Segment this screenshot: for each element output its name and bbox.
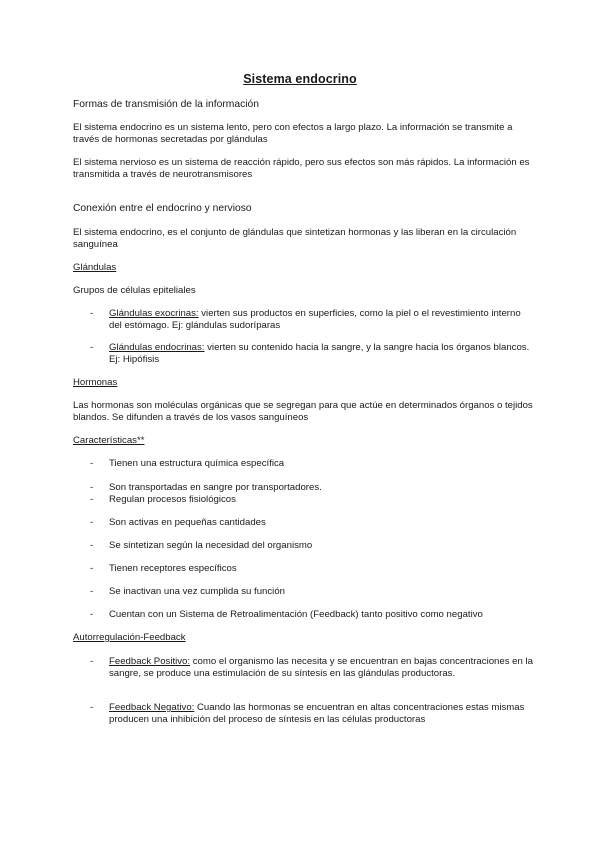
hormonas-heading: Hormonas [73, 377, 118, 388]
glandulas-intro: Grupos de células epiteliales [73, 285, 196, 296]
bullet-dash: - [90, 458, 94, 469]
list-item-text: Se inactivan una vez cumplida su función [109, 586, 285, 597]
bullet-dash: - [90, 540, 94, 551]
list-item-term: Glándulas endocrinas: [109, 342, 205, 353]
list-item-text: Tienen receptores específicos [109, 563, 237, 574]
paragraph-nervioso: El sistema nervioso es un sistema de reacción rápido, pero sus efectos son más rápidos. La información es transmitida a través de neurotransmisores [73, 157, 530, 180]
list-item-text: Cuando las hormonas se encuentran en altas concentraciones estas mismas producen una inhibición del proceso de síntesis en las células productoras [109, 702, 525, 725]
bullet-dash: - [90, 482, 94, 493]
list-item-text: Regulan procesos fisiológicos [109, 494, 236, 505]
bullet-dash: - [90, 656, 94, 667]
list-item-text: vierten su contenido hacia la sangre, y la sangre hacia los órganos blancos. Ej: Hipófisis [109, 342, 530, 365]
caracteristicas-heading: Características** [73, 435, 145, 446]
list-item-term: Feedback Negativo: [109, 702, 195, 713]
page-title: Sistema endocrino [243, 72, 357, 86]
bullet-dash: - [90, 494, 94, 505]
list-item-term: Glándulas exocrinas: [109, 308, 199, 319]
glandulas-heading: Glándulas [73, 262, 117, 273]
list-item-text: como el organismo las necesita y se encuentran en bajas concentraciones en la sangre, se produce una estimulación de su síntesis en las glándulas productoras. [109, 656, 533, 679]
list-item-text: Son activas en pequeñas cantidades [109, 517, 266, 528]
section-heading-transmision: Formas de transmisión de la información [73, 99, 259, 110]
paragraph-hormonas: Las hormonas son moléculas orgánicas que se segregan para que actúe en determinados órganos o tejidos blandos. Se difunden a través de los vasos sanguíneos [73, 400, 533, 423]
bullet-dash: - [90, 563, 94, 574]
list-item-text: Se sintetizan según la necesidad del organismo [109, 540, 313, 551]
bullet-dash: - [90, 342, 94, 353]
feedback-heading: Autorregulación-Feedback [73, 632, 186, 643]
bullet-dash: - [90, 586, 94, 597]
paragraph-endocrino: El sistema endocrino es un sistema lento, pero con efectos a largo plazo. La información se transmite a través de hormonas secretadas por glándulas [73, 122, 513, 145]
bullet-dash: - [90, 308, 94, 319]
list-item-text: Tienen una estructura química específica [109, 458, 285, 469]
list-item-text: Cuentan con un Sistema de Retroalimentación (Feedback) tanto positivo como negativo [109, 609, 483, 620]
section-heading-conexion: Conexión entre el endocrino y nervioso [73, 203, 252, 214]
bullet-dash: - [90, 609, 94, 620]
list-item-text: Son transportadas en sangre por transportadores. [109, 482, 322, 493]
bullet-dash: - [90, 702, 94, 713]
paragraph-conexion: El sistema endocrino, es el conjunto de glándulas que sintetizan hormonas y las liberan en la circulación sanguínea [73, 227, 517, 250]
list-item-term: Feedback Positivo: [109, 656, 191, 667]
bullet-dash: - [90, 517, 94, 528]
list-item-text: vierten sus productos en superficies, como la piel o el revestimiento interno del estómago. Ej: glándulas sudoríparas [109, 308, 521, 331]
